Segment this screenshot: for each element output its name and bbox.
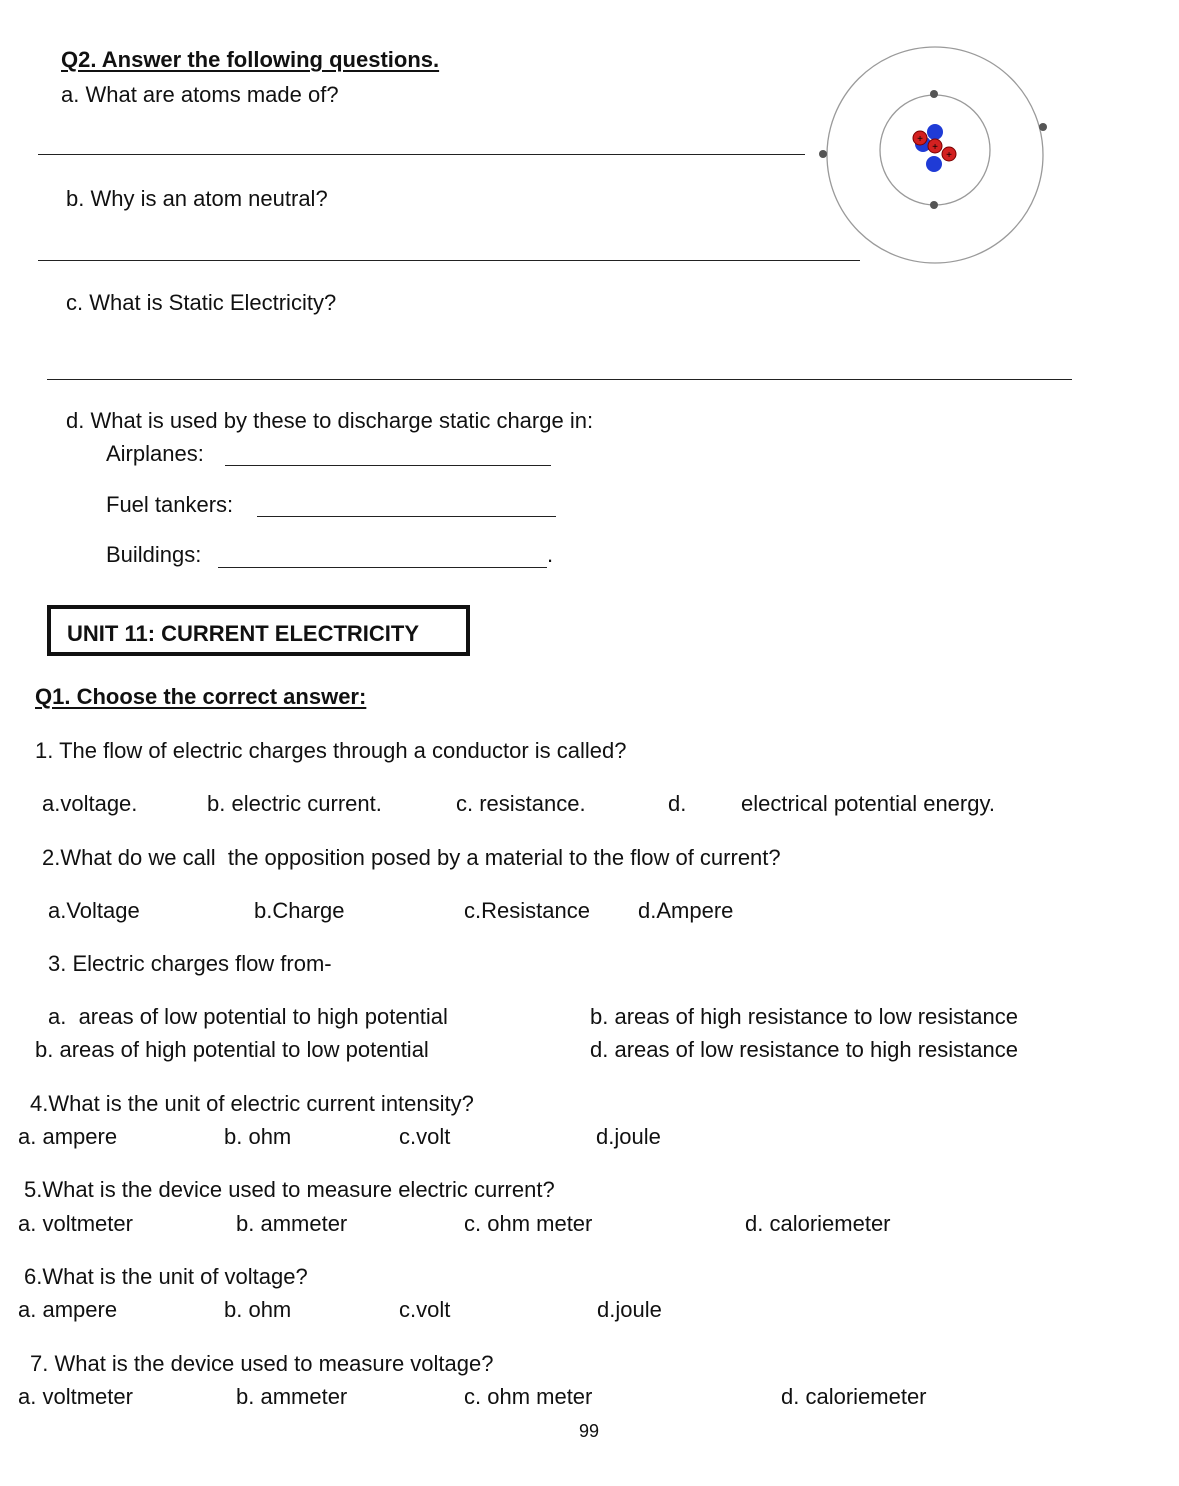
question-3: 3. Electric charges flow from-	[48, 951, 332, 976]
option-2b[interactable]: b.Charge	[254, 898, 345, 923]
option-7b[interactable]: b. ammeter	[236, 1384, 348, 1409]
option-4a[interactable]: a. ampere	[18, 1124, 118, 1149]
proton-sign: +	[932, 142, 938, 153]
electron	[930, 201, 938, 209]
fuel-tankers-answer-line[interactable]	[257, 516, 556, 517]
option-5d[interactable]: d. caloriemeter	[745, 1211, 891, 1236]
electron	[819, 150, 827, 158]
buildings-answer-line[interactable]	[218, 567, 547, 568]
option-4c[interactable]: c.volt	[399, 1124, 451, 1149]
question-6: 6.What is the unit of voltage?	[24, 1264, 308, 1289]
buildings-label: Buildings:	[106, 542, 202, 567]
option-6b[interactable]: b. ohm	[224, 1297, 292, 1322]
question-1: 1. The flow of electric charges through a conductor is called?	[35, 738, 627, 763]
neutron	[927, 124, 943, 140]
proton-sign: +	[946, 150, 952, 161]
electron	[930, 90, 938, 98]
q2-question-c: c. What is Static Electricity?	[66, 290, 337, 315]
option-1b[interactable]: b. electric current.	[207, 791, 382, 816]
fuel-tankers-label: Fuel tankers:	[106, 492, 234, 517]
option-3c[interactable]: b. areas of high potential to low potential	[35, 1037, 429, 1062]
atom-diagram	[815, 40, 1055, 270]
option-6c[interactable]: c.volt	[399, 1297, 451, 1322]
q2-question-d: d. What is used by these to discharge static charge in:	[66, 408, 594, 433]
neutron	[926, 156, 942, 172]
option-2a[interactable]: a.Voltage	[48, 898, 140, 923]
answer-line-c[interactable]	[47, 379, 1072, 380]
option-1d-letter[interactable]: d.	[668, 791, 687, 816]
option-1a[interactable]: a.voltage.	[42, 791, 138, 816]
option-2c[interactable]: c.Resistance	[464, 898, 590, 923]
option-5b[interactable]: b. ammeter	[236, 1211, 348, 1236]
option-7d[interactable]: d. caloriemeter	[781, 1384, 927, 1409]
question-7: 7. What is the device used to measure voltage?	[30, 1351, 494, 1376]
option-3b[interactable]: b. areas of high resistance to low resistance	[590, 1004, 1019, 1029]
option-6a[interactable]: a. ampere	[18, 1297, 118, 1322]
option-7c[interactable]: c. ohm meter	[464, 1384, 593, 1409]
answer-line-a[interactable]	[38, 154, 805, 155]
question-5: 5.What is the device used to measure electric current?	[24, 1177, 555, 1202]
q1-title: Q1. Choose the correct answer:	[35, 684, 367, 709]
option-5c[interactable]: c. ohm meter	[464, 1211, 593, 1236]
option-3a[interactable]: a. areas of low potential to high potential	[48, 1004, 448, 1029]
nucleus	[913, 124, 956, 172]
unit-title: UNIT 11: CURRENT ELECTRICITY	[67, 621, 420, 646]
answer-line-b[interactable]	[38, 260, 860, 261]
buildings-period: .	[547, 542, 554, 567]
q2-question-a: a. What are atoms made of?	[61, 82, 339, 107]
outer-orbit	[827, 47, 1043, 263]
option-1c[interactable]: c. resistance.	[456, 791, 586, 816]
q2-title: Q2. Answer the following questions.	[61, 47, 440, 72]
option-1d[interactable]: electrical potential energy.	[741, 791, 995, 816]
airplanes-answer-line[interactable]	[225, 465, 551, 466]
question-2: 2.What do we call the opposition posed by a material to the flow of current?	[42, 845, 781, 870]
q2-question-b: b. Why is an atom neutral?	[66, 186, 328, 211]
option-4d[interactable]: d.joule	[596, 1124, 661, 1149]
option-3d[interactable]: d. areas of low resistance to high resistance	[590, 1037, 1019, 1062]
option-4b[interactable]: b. ohm	[224, 1124, 292, 1149]
airplanes-label: Airplanes:	[106, 441, 204, 466]
unit-heading-box	[47, 605, 470, 656]
option-5a[interactable]: a. voltmeter	[18, 1211, 133, 1236]
question-4: 4.What is the unit of electric current intensity?	[30, 1091, 474, 1116]
page-number: 99	[579, 1421, 600, 1441]
option-6d[interactable]: d.joule	[597, 1297, 662, 1322]
proton-sign: +	[917, 134, 923, 145]
electron	[1039, 123, 1047, 131]
option-2d[interactable]: d.Ampere	[638, 898, 734, 923]
option-7a[interactable]: a. voltmeter	[18, 1384, 133, 1409]
